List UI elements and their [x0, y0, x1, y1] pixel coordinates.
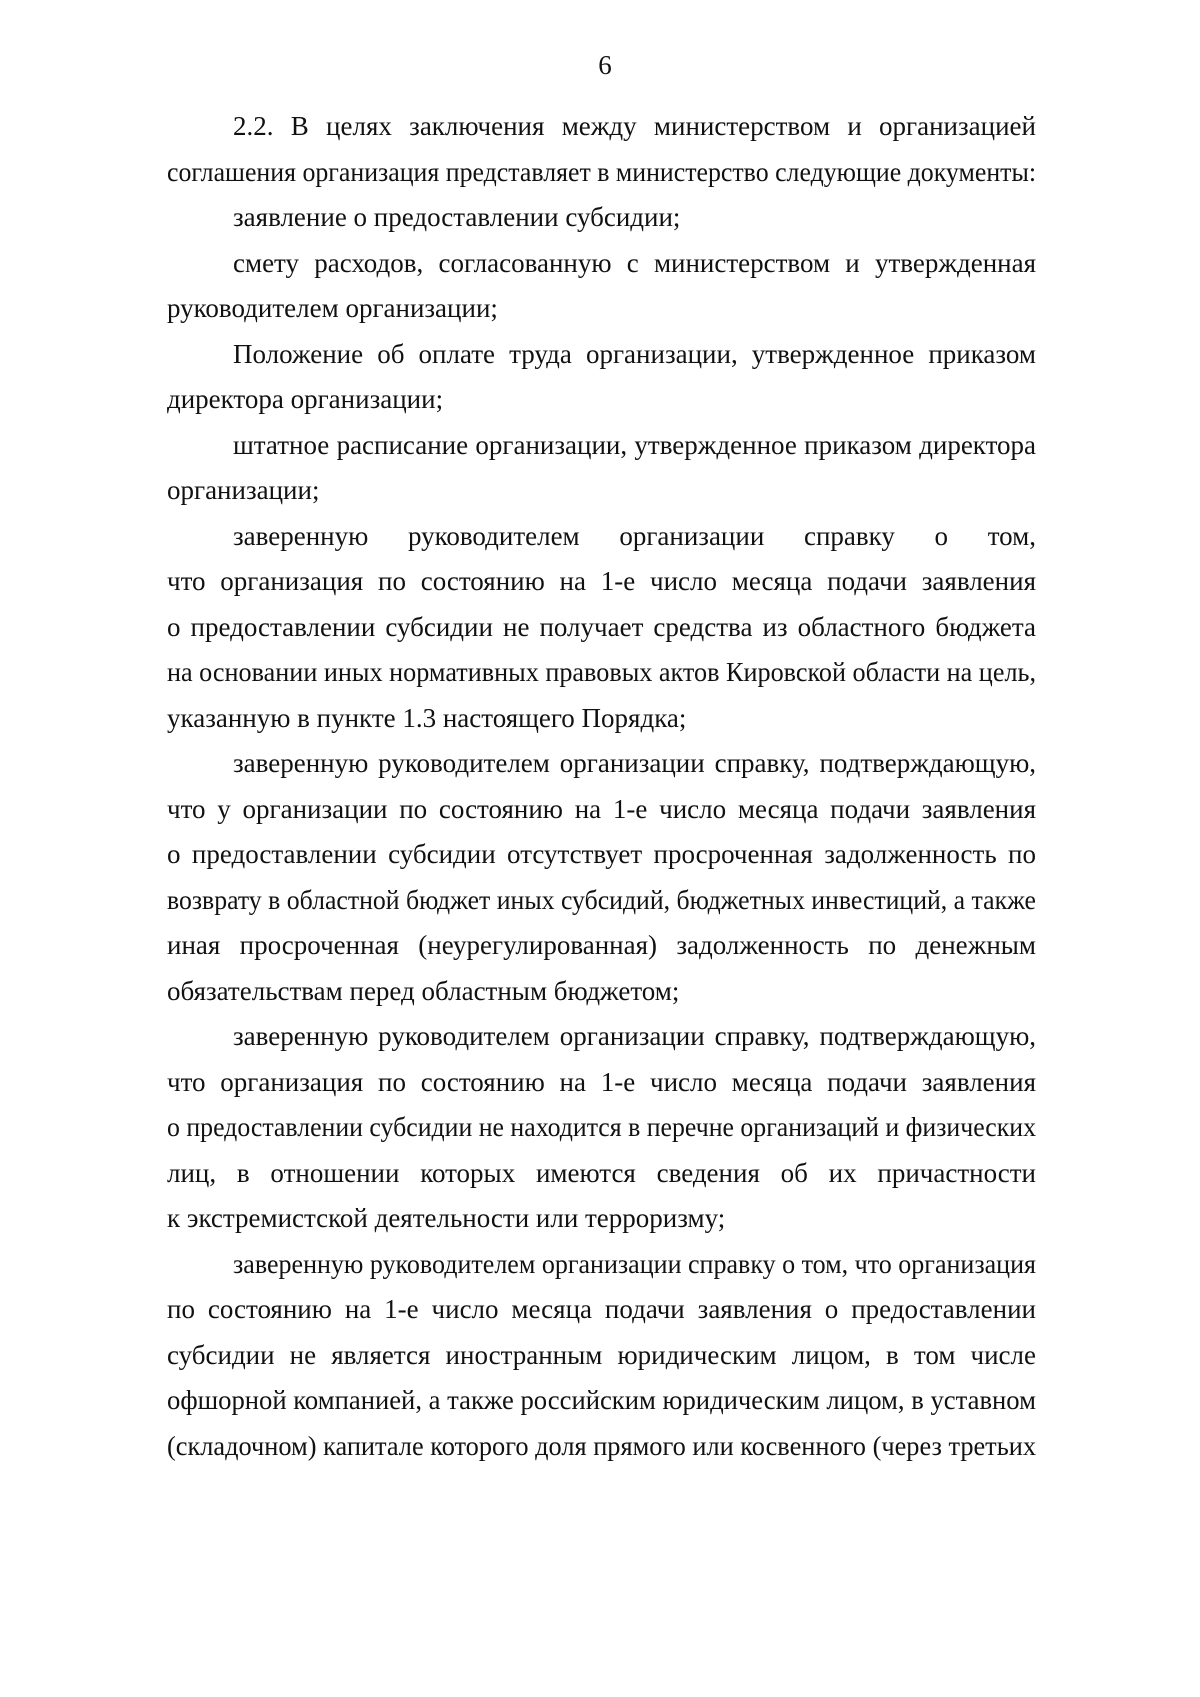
text-line-content: что у организации по состоянию на 1-е число месяца подачи заявления	[167, 793, 1036, 824]
text-line	[167, 1105, 1036, 1151]
paragraph	[167, 195, 1036, 241]
text-line	[167, 1014, 1036, 1060]
text-line	[167, 1424, 1036, 1470]
text-line	[167, 1242, 1036, 1288]
text-line	[167, 787, 1036, 833]
text-line	[167, 1333, 1036, 1379]
text-line	[167, 650, 1036, 696]
text-line	[167, 150, 1036, 196]
text-line-content: лиц, в отношении которых имеются сведения об их причастности	[167, 1157, 1036, 1188]
text-line	[167, 1151, 1036, 1197]
text-line-content: заверенную руководителем организации справку, подтверждающую,	[233, 748, 1036, 778]
text-line	[167, 241, 1036, 287]
text-line	[167, 559, 1036, 605]
text-line-content: заверенную руководителем организации справку, подтверждающую,	[233, 1021, 1036, 1051]
text-line-content: к экстремистской деятельности или терроризму;	[167, 1203, 726, 1233]
text-line-content: возврату в областной бюджет иных субсидий, бюджетных инвестиций, а также	[167, 884, 1036, 915]
text-line-content: организации;	[167, 475, 320, 505]
document-body	[167, 104, 1036, 1469]
paragraph	[167, 241, 1036, 332]
text-line	[167, 377, 1036, 423]
paragraph	[167, 514, 1036, 742]
paragraph	[167, 423, 1036, 514]
text-line	[167, 696, 1036, 742]
text-line-content: по состоянию на 1-е число месяца подачи заявления о предоставлении	[167, 1294, 1036, 1324]
text-line	[167, 1378, 1036, 1424]
text-line-content: иная просроченная (неурегулированная) задолженность по денежным	[167, 930, 1036, 960]
text-line-content: субсидии не является иностранным юридическим лицом, в том числе	[167, 1339, 1036, 1370]
text-line-content: офшорной компанией, а также российским юридическим лицом, в уставном	[167, 1385, 1036, 1415]
paragraph	[167, 332, 1036, 423]
text-line	[167, 878, 1036, 924]
text-line-content: заявление о предоставлении субсидии;	[233, 202, 681, 232]
text-line	[167, 1287, 1036, 1333]
paragraph	[167, 741, 1036, 1014]
text-line-content: заверенную руководителем организации справку о том, что организация	[233, 1248, 1036, 1279]
text-line-content: Положение об оплате труда организации, утвержденное приказом	[233, 338, 1036, 369]
text-line-content: о предоставлении субсидии отсутствует просроченная задолженность по	[167, 839, 1036, 869]
text-line	[167, 514, 1036, 560]
text-line-content: 2.2. В целях заключения между министерством и организацией	[233, 111, 1036, 141]
text-line-content: обязательствам перед областным бюджетом;	[167, 975, 680, 1006]
text-line	[167, 1060, 1036, 1106]
text-line	[167, 1196, 1036, 1242]
text-line-content: что организация по состоянию на 1-е число месяца подачи заявления	[167, 566, 1036, 596]
text-line-content: что организация по состоянию на 1-е число месяца подачи заявления	[167, 1066, 1036, 1097]
text-line-content: на основании иных нормативных правовых актов Кировской области на цель,	[167, 657, 1036, 687]
text-line	[167, 286, 1036, 332]
page-number: 6	[598, 50, 612, 80]
text-line-content: смету расходов, согласованную с министерством и утвержденная	[233, 247, 1036, 278]
text-line	[167, 832, 1036, 878]
paragraph	[167, 104, 1036, 195]
text-line-content: штатное расписание организации, утвержденное приказом директора	[233, 429, 1036, 460]
text-line-content: указанную в пункте 1.3 настоящего Порядка;	[167, 702, 687, 733]
text-line	[167, 468, 1036, 514]
text-line	[167, 741, 1036, 787]
text-line	[167, 423, 1036, 469]
text-line	[167, 605, 1036, 651]
text-line	[167, 332, 1036, 378]
text-line-content: заверенную руководителем организации справку о том,	[233, 520, 1036, 551]
text-line	[167, 104, 1036, 150]
text-line-content: руководителем организации;	[167, 293, 498, 323]
paragraph	[167, 1014, 1036, 1242]
text-line	[167, 923, 1036, 969]
text-line	[167, 195, 1036, 241]
text-line	[167, 969, 1036, 1015]
text-line-content: о предоставлении субсидии не находится в перечне организаций и физических	[167, 1112, 1036, 1142]
text-line-content: директора организации;	[167, 384, 444, 414]
text-line-content: (складочном) капитале которого доля прямого или косвенного (через третьих	[167, 1430, 1036, 1461]
text-line-content: о предоставлении субсидии не получает средства из областного бюджета	[167, 611, 1036, 642]
text-line-content: соглашения организация представляет в министерство следующие документы:	[167, 156, 1036, 187]
paragraph	[167, 1242, 1036, 1470]
